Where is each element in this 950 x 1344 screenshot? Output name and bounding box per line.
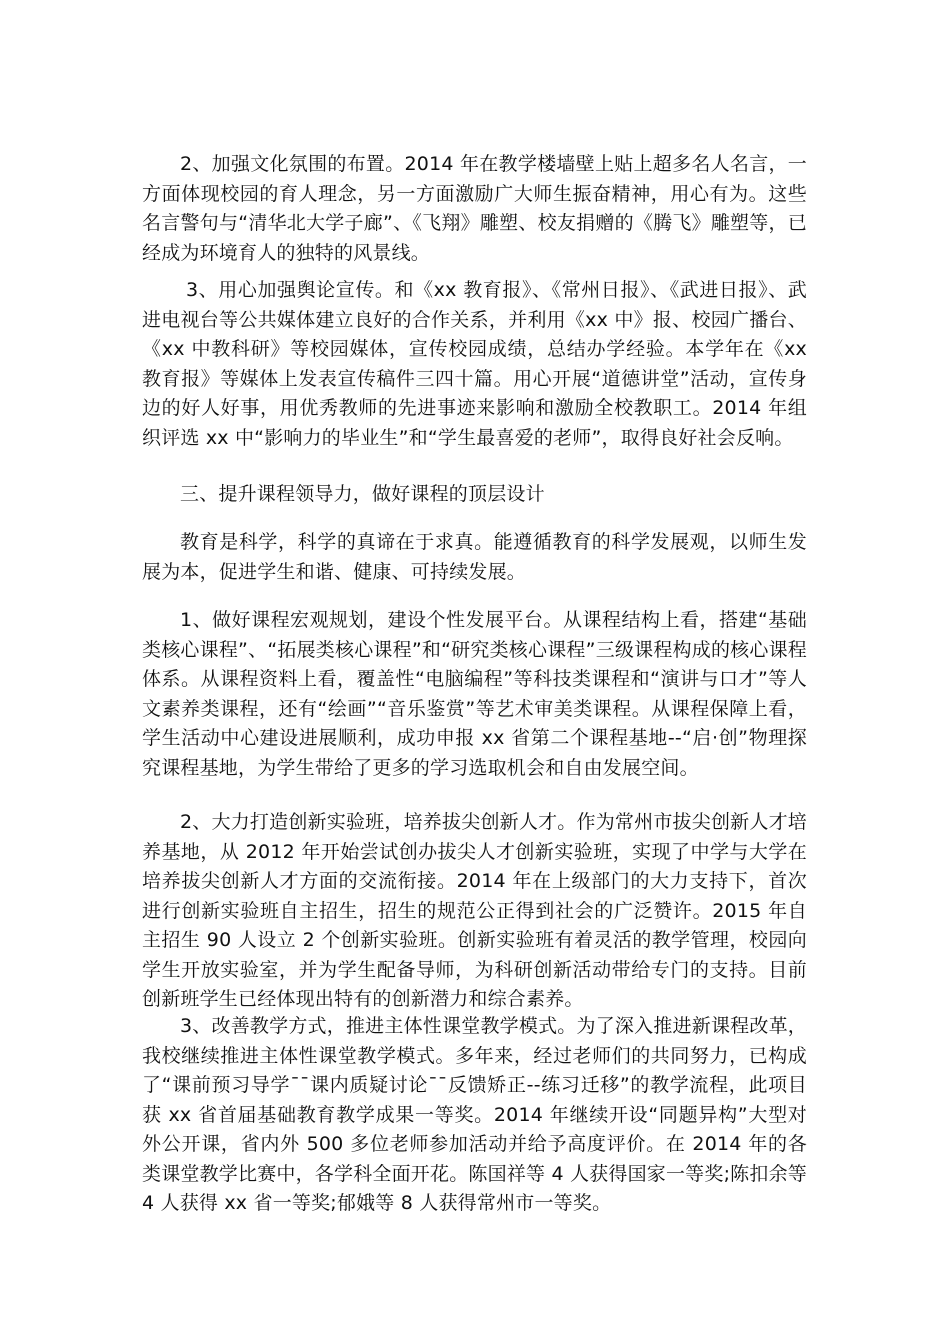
paragraph-media-publicity: 3、用心加强舆论宣传。和《xx 教育报》、《常州日报》、《武进日报》、武进电视台等公共媒体建立良好的合作关系，并利用《xx 中》报、校园广播台、《xx 中教科研》等校园媒体，宣传校园成绩，总结办学经验。本学年在《xx 教育报》等媒体上发表宣传稿件三四十篇。用心开展“道德讲堂”活动，宣传身边的好人好事，用优秀教师的先进事迹来影响和激励全校教职工。2014 年组织评选 xx 中“影响力的毕业生”和“学生最喜爱的老师”，取得良好社会反响。 xyxy=(142,279,807,449)
paragraph-curriculum-planning: 1、做好课程宏观规划，建设个性发展平台。从课程结构上看，搭建“基础类核心课程”、“拓展类核心课程”和“研究类核心课程”三级课程构成的核心课程体系。从课程资料上看，覆盖性“电脑编程”等科技类课程和“演讲与口才”等人文素养类课程，还有“绘画”“音乐鉴赏”等艺术审美类课程。从课程保障上看，学生活动中心建设进展顺利，成功申报 xx 省第二个课程基地--“启·创”物理探究课程基地，为学生带给了更多的学习选取机会和自由发展空间。 xyxy=(142,609,807,779)
paragraph-innovation-class: 2、大力打造创新实验班，培养拔尖创新人才。作为常州市拔尖创新人才培养基地，从 2012 年开始尝试创办拔尖人才创新实验班，实现了中学与大学在培养拔尖创新人才方面的交流衔接。2014 年在上级部门的大力支持下，首次进行创新实验班自主招生，招生的规范公正得到社会的广泛赞许。2015 年自主招生 90 人设立 2 个创新实验班。创新实验班有着灵活的教学管理，校园向学生开放实验室，并为学生配备导师，为科研创新活动带给专门的支持。目前创新班学生已经体现出特有的创新潜力和综合素养。 xyxy=(142,811,807,1010)
paragraph-teaching-methods: 3、改善教学方式，推进主体性课堂教学模式。为了深入推进新课程改革，我校继续推进主体性课堂教学模式。多年来，经过老师们的共同努力，已构成了“课前预习导学¯¯课内质疑讨论¯¯反馈矫正--练习迁移”的教学流程，此项目获 xx 省首届基础教育教学成果一等奖。2014 年继续开设“同题异构”大型对外公开课，省内外 500 多位老师参加活动并给予高度评价。在 2014 年的各类课堂教学比赛中，各学科全面开花。陈国祥等 4 人获得国家一等奖;陈扣余等 4 人获得 xx 省一等奖;郁娥等 8 人获得常州市一等奖。 xyxy=(142,1015,807,1214)
section-heading-curriculum-leadership: 三、提升课程领导力，做好课程的顶层设计 xyxy=(180,483,545,505)
paragraph-education-science: 教育是科学，科学的真谛在于求真。能遵循教育的科学发展观，以师生发展为本，促进学生和谐、健康、可持续发展。 xyxy=(142,531,807,583)
paragraph-culture-atmosphere: 2、加强文化氛围的布置。2014 年在教学楼墙壁上贴上超多名人名言，一方面体现校园的育人理念，另一方面激励广大师生振奋精神，用心有为。这些名言警句与“清华北大学子廊”、《飞翔》雕塑、校友捐赠的《腾飞》雕塑等，已经成为环境育人的独特的风景线。 xyxy=(142,153,807,264)
